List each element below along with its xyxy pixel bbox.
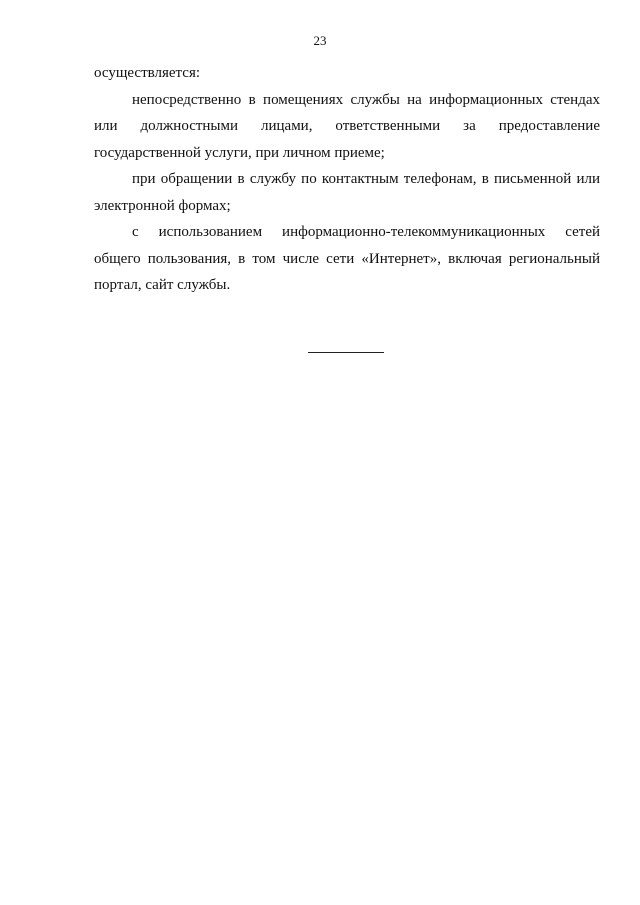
end-of-document-line	[308, 352, 384, 353]
paragraph-internet: с использованием информационно-телекоммуникационных сетей общего пользования, в том числе сети «Интернет», включая региональный портал, сайт службы.	[94, 224, 600, 293]
document-body	[94, 60, 600, 299]
paragraph-contact-phones: при обращении в службу по контактным телефонам, в письменной или электронной формах;	[94, 171, 600, 214]
paragraph-intro: осуществляется:	[94, 65, 201, 81]
paragraph-info-stands: непосредственно в помещениях службы на информационных стендах или должностными лицами, ответственными за предоставление государственной услуги, при личном приеме;	[94, 91, 600, 161]
page-number: 23	[313, 33, 327, 48]
